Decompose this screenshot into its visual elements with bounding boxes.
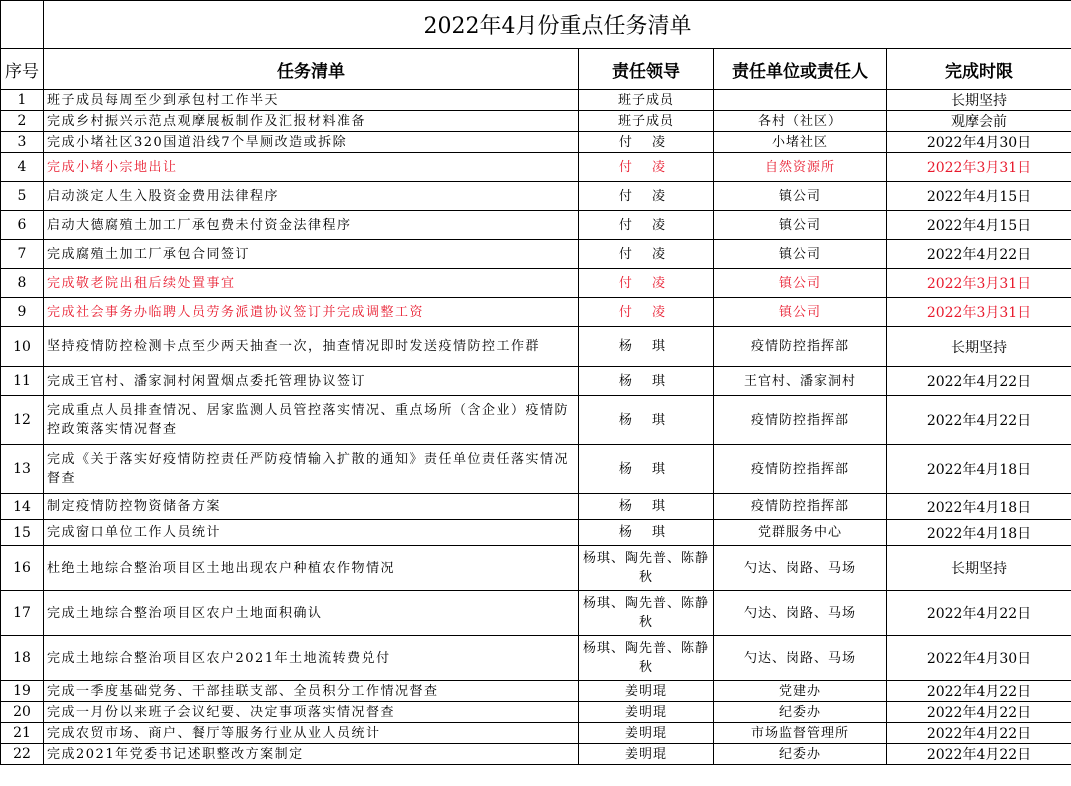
row-deadline-cell[interactable]: 2022年4月22日 [887, 681, 1071, 702]
row-leader-cell[interactable]: 姜明琨 [579, 702, 714, 723]
row-deadline-cell[interactable]: 2022年4月22日 [887, 367, 1071, 396]
row-seq-cell[interactable]: 16 [1, 546, 44, 591]
row-unit-cell[interactable]: 勺达、岗路、马场 [714, 546, 887, 591]
row-seq-cell[interactable]: 10 [1, 327, 44, 367]
table-row [1, 182, 1071, 211]
table-row [1, 702, 1071, 723]
table-row [1, 396, 1071, 445]
row-unit-cell[interactable]: 镇公司 [714, 182, 887, 211]
row-leader-cell[interactable]: 付 凌 [579, 211, 714, 240]
row-unit-cell[interactable]: 小堵社区 [714, 132, 887, 153]
row-deadline-cell[interactable]: 2022年4月22日 [887, 591, 1071, 636]
row-unit-cell[interactable]: 镇公司 [714, 211, 887, 240]
row-unit-cell[interactable]: 勺达、岗路、马场 [714, 591, 887, 636]
row-task-cell[interactable]: 完成一季度基础党务、干部挂联支部、全员积分工作情况督查 [44, 681, 579, 702]
table-row [1, 744, 1071, 765]
row-seq-cell[interactable]: 18 [1, 636, 44, 681]
row-deadline-cell[interactable]: 2022年4月15日 [887, 182, 1071, 211]
row-seq-cell[interactable]: 22 [1, 744, 44, 765]
table-row [1, 546, 1071, 591]
row-deadline-cell[interactable]: 长期坚持 [887, 546, 1071, 591]
row-task-cell[interactable]: 完成小堵社区320国道沿线7个旱厕改造或拆除 [44, 132, 579, 153]
row-task-cell[interactable]: 完成2021年党委书记述职整改方案制定 [44, 744, 579, 765]
row-unit-cell[interactable]: 疫情防控指挥部 [714, 494, 887, 520]
corner-cell[interactable] [1, 1, 44, 49]
row-task-cell[interactable]: 完成乡村振兴示范点观摩展板制作及汇报材料准备 [44, 111, 579, 132]
table-row [1, 269, 1071, 298]
table-row [1, 327, 1071, 367]
row-deadline-cell[interactable]: 2022年4月30日 [887, 636, 1071, 681]
table-row [1, 520, 1071, 546]
row-unit-cell[interactable]: 党建办 [714, 681, 887, 702]
row-leader-cell[interactable]: 杨 琪 [579, 494, 714, 520]
row-seq-cell[interactable]: 5 [1, 182, 44, 211]
row-leader-cell[interactable]: 杨 琪 [579, 520, 714, 546]
row-unit-cell[interactable]: 自然资源所 [714, 153, 887, 182]
row-task-cell[interactable]: 制定疫情防控物资储备方案 [44, 494, 579, 520]
row-seq-cell[interactable]: 17 [1, 591, 44, 636]
row-task-cell[interactable]: 坚持疫情防控检测卡点至少两天抽查一次，抽查情况即时发送疫情防控工作群 [44, 327, 579, 367]
row-task-cell[interactable]: 完成土地综合整治项目区农户2021年土地流转费兑付 [44, 636, 579, 681]
row-seq-cell[interactable]: 12 [1, 396, 44, 445]
row-seq-cell[interactable]: 15 [1, 520, 44, 546]
row-task-cell[interactable]: 班子成员每周至少到承包村工作半天 [44, 90, 579, 111]
row-unit-cell[interactable]: 勺达、岗路、马场 [714, 636, 887, 681]
row-task-cell[interactable]: 完成腐殖土加工厂承包合同签订 [44, 240, 579, 269]
row-deadline-cell[interactable]: 2022年4月18日 [887, 494, 1071, 520]
row-seq-cell[interactable]: 2 [1, 111, 44, 132]
row-seq-cell[interactable]: 3 [1, 132, 44, 153]
table-row [1, 636, 1071, 681]
row-leader-cell[interactable]: 付 凌 [579, 269, 714, 298]
row-task-cell[interactable]: 完成社会事务办临聘人员劳务派遣协议签订并完成调整工资 [44, 298, 579, 327]
row-seq-cell[interactable]: 14 [1, 494, 44, 520]
row-deadline-cell[interactable]: 2022年4月15日 [887, 211, 1071, 240]
row-leader-cell[interactable]: 杨琪、陶先普、陈静秋 [579, 546, 714, 591]
row-deadline-cell[interactable]: 2022年3月31日 [887, 269, 1071, 298]
row-unit-cell[interactable] [714, 90, 887, 111]
row-task-cell[interactable]: 完成王官村、潘家洞村闲置烟点委托管理协议签订 [44, 367, 579, 396]
row-seq-cell[interactable]: 11 [1, 367, 44, 396]
table-row [1, 153, 1071, 182]
row-deadline-cell[interactable]: 2022年4月18日 [887, 445, 1071, 494]
row-leader-cell[interactable]: 付 凌 [579, 182, 714, 211]
row-unit-cell[interactable]: 纪委办 [714, 744, 887, 765]
row-leader-cell[interactable]: 付 凌 [579, 240, 714, 269]
row-task-cell[interactable]: 完成窗口单位工作人员统计 [44, 520, 579, 546]
row-task-cell[interactable]: 完成重点人员排查情况、居家监测人员管控落实情况、重点场所（含企业）疫情防控政策落实情况督查 [44, 396, 579, 445]
row-leader-cell[interactable]: 杨 琪 [579, 327, 714, 367]
row-deadline-cell[interactable]: 2022年4月18日 [887, 520, 1071, 546]
row-deadline-cell[interactable]: 2022年3月31日 [887, 153, 1071, 182]
row-leader-cell[interactable]: 付 凌 [579, 132, 714, 153]
row-task-cell[interactable]: 启动大德腐殖土加工厂承包费未付资金法律程序 [44, 211, 579, 240]
table-row [1, 723, 1071, 744]
row-leader-cell[interactable]: 姜明琨 [579, 723, 714, 744]
row-deadline-cell[interactable]: 2022年3月31日 [887, 298, 1071, 327]
row-unit-cell[interactable]: 镇公司 [714, 240, 887, 269]
header-unit[interactable]: 责任单位或责任人 [714, 49, 887, 90]
row-leader-cell[interactable]: 杨 琪 [579, 445, 714, 494]
table-row [1, 681, 1071, 702]
row-deadline-cell[interactable]: 2022年4月22日 [887, 396, 1071, 445]
row-deadline-cell[interactable]: 观摩会前 [887, 111, 1071, 132]
row-task-cell[interactable]: 完成敬老院出租后续处置事宜 [44, 269, 579, 298]
table-row [1, 591, 1071, 636]
row-deadline-cell[interactable]: 2022年4月22日 [887, 702, 1071, 723]
row-leader-cell[interactable]: 班子成员 [579, 111, 714, 132]
row-unit-cell[interactable]: 镇公司 [714, 269, 887, 298]
row-seq-cell[interactable]: 8 [1, 269, 44, 298]
row-deadline-cell[interactable]: 2022年4月30日 [887, 132, 1071, 153]
table-row [1, 132, 1071, 153]
row-task-cell[interactable]: 杜绝土地综合整治项目区土地出现农户种植农作物情况 [44, 546, 579, 591]
row-leader-cell[interactable]: 付 凌 [579, 153, 714, 182]
row-seq-cell[interactable]: 13 [1, 445, 44, 494]
table-row [1, 240, 1071, 269]
row-seq-cell[interactable]: 9 [1, 298, 44, 327]
row-seq-cell[interactable]: 20 [1, 702, 44, 723]
row-leader-cell[interactable]: 班子成员 [579, 90, 714, 111]
row-leader-cell[interactable]: 付 凌 [579, 298, 714, 327]
table-row [1, 494, 1071, 520]
row-unit-cell[interactable]: 镇公司 [714, 298, 887, 327]
row-unit-cell[interactable]: 党群服务中心 [714, 520, 887, 546]
row-seq-cell[interactable]: 1 [1, 90, 44, 111]
row-unit-cell[interactable]: 各村（社区） [714, 111, 887, 132]
row-leader-cell[interactable]: 杨琪、陶先普、陈静秋 [579, 591, 714, 636]
row-seq-cell[interactable]: 21 [1, 723, 44, 744]
table-row [1, 367, 1071, 396]
sheet-title[interactable]: 2022年4月份重点任务清单 [44, 1, 1071, 49]
row-unit-cell[interactable]: 疫情防控指挥部 [714, 327, 887, 367]
header-task[interactable]: 任务清单 [44, 49, 579, 90]
row-deadline-cell[interactable]: 2022年4月22日 [887, 723, 1071, 744]
row-seq-cell[interactable]: 7 [1, 240, 44, 269]
row-unit-cell[interactable]: 王官村、潘家洞村 [714, 367, 887, 396]
row-leader-cell[interactable]: 杨 琪 [579, 396, 714, 445]
row-deadline-cell[interactable]: 2022年4月22日 [887, 240, 1071, 269]
row-leader-cell[interactable]: 杨 琪 [579, 367, 714, 396]
table-row [1, 211, 1071, 240]
row-task-cell[interactable]: 完成小堵小宗地出让 [44, 153, 579, 182]
row-deadline-cell[interactable]: 2022年4月22日 [887, 744, 1071, 765]
row-unit-cell[interactable]: 疫情防控指挥部 [714, 396, 887, 445]
row-unit-cell[interactable]: 疫情防控指挥部 [714, 445, 887, 494]
row-deadline-cell[interactable]: 长期坚持 [887, 90, 1071, 111]
row-seq-cell[interactable]: 19 [1, 681, 44, 702]
table-row [1, 445, 1071, 494]
row-unit-cell[interactable]: 市场监督管理所 [714, 723, 887, 744]
row-seq-cell[interactable]: 4 [1, 153, 44, 182]
row-leader-cell[interactable]: 姜明琨 [579, 681, 714, 702]
header-seq[interactable]: 序号 [1, 49, 44, 90]
header-row [1, 49, 1071, 90]
header-deadline[interactable]: 完成时限 [887, 49, 1071, 90]
row-task-cell[interactable]: 完成土地综合整治项目区农户土地面积确认 [44, 591, 579, 636]
row-task-cell[interactable]: 完成农贸市场、商户、餐厅等服务行业从业人员统计 [44, 723, 579, 744]
row-seq-cell[interactable]: 6 [1, 211, 44, 240]
row-deadline-cell[interactable]: 长期坚持 [887, 327, 1071, 367]
header-leader[interactable]: 责任领导 [579, 49, 714, 90]
row-leader-cell[interactable]: 姜明琨 [579, 744, 714, 765]
row-leader-cell[interactable]: 杨琪、陶先普、陈静秋 [579, 636, 714, 681]
row-task-cell[interactable]: 启动淡定人生入股资金费用法律程序 [44, 182, 579, 211]
table-row [1, 111, 1071, 132]
table-row [1, 90, 1071, 111]
row-unit-cell[interactable]: 纪委办 [714, 702, 887, 723]
row-task-cell[interactable]: 完成《关于落实好疫情防控责任严防疫情输入扩散的通知》责任单位责任落实情况督查 [44, 445, 579, 494]
table-row [1, 298, 1071, 327]
row-task-cell[interactable]: 完成一月份以来班子会议纪要、决定事项落实情况督查 [44, 702, 579, 723]
